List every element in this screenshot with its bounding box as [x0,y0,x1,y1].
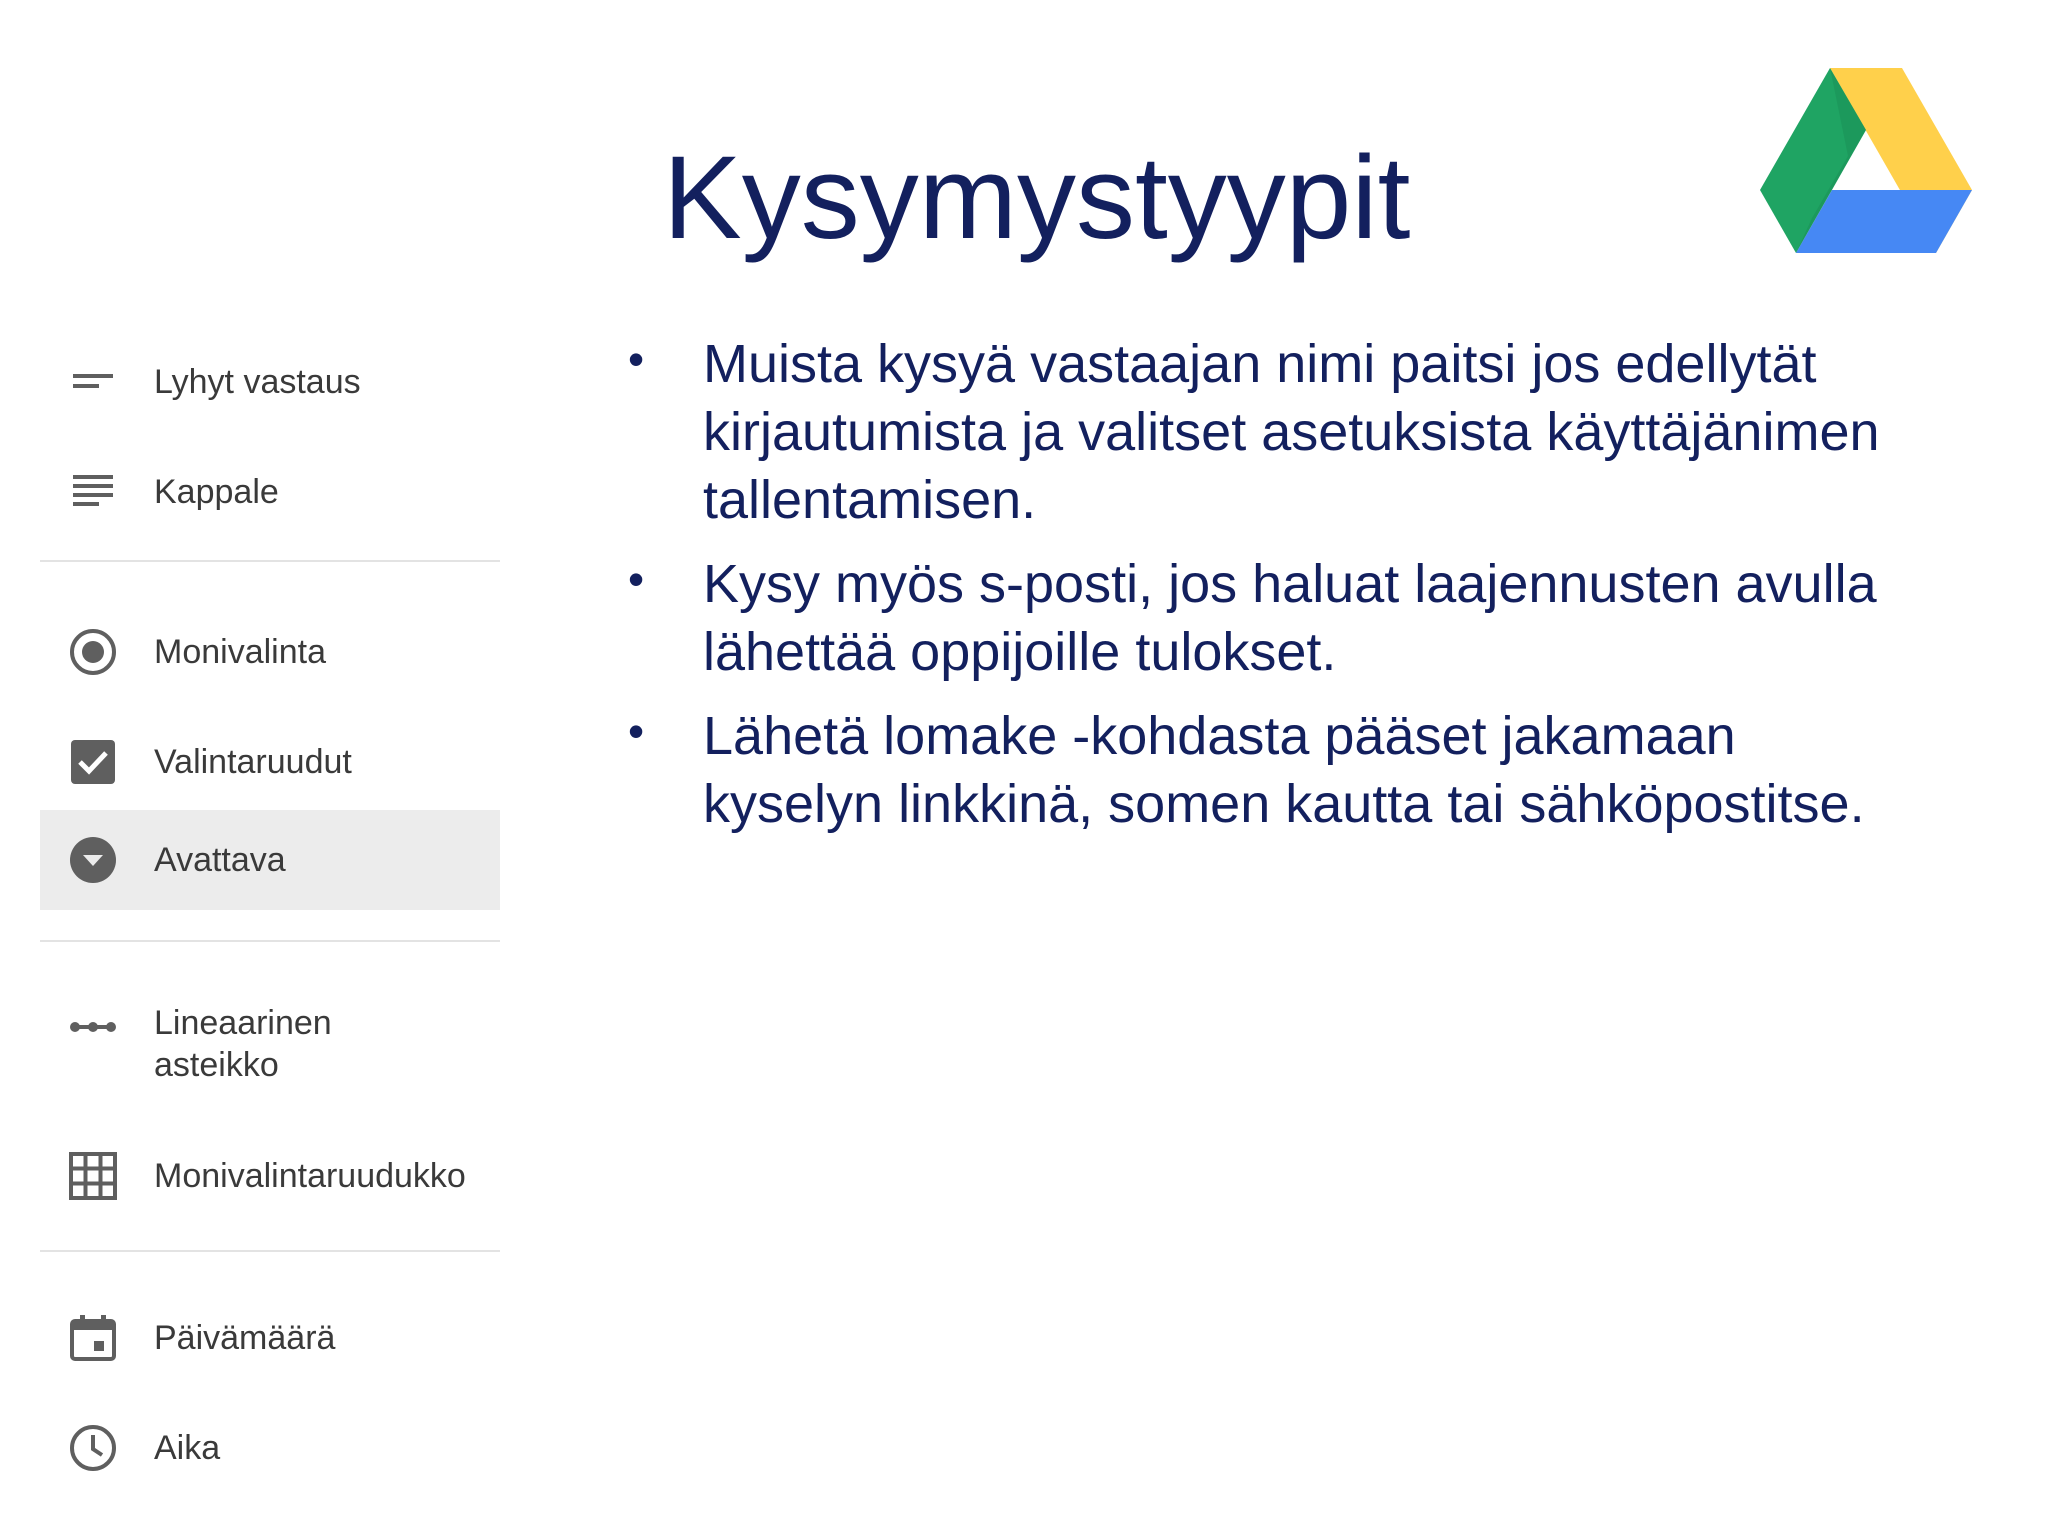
dropdown-icon [68,835,118,885]
radio-button-icon [68,627,118,677]
calendar-icon [68,1313,118,1363]
menu-divider [40,1250,500,1252]
menu-item-label: Aika [154,1429,221,1467]
menu-item-multiple-choice[interactable] [40,602,500,702]
bullet-item [620,330,1920,534]
menu-item-short-answer[interactable] [40,332,500,432]
google-drive-logo-icon [1760,68,1972,253]
bullet-symbol: • [628,705,645,757]
menu-item-paragraph[interactable] [40,442,500,542]
menu-item-multiple-choice-grid[interactable] [40,1126,500,1226]
bullet-text: Muista kysyä vastaajan nimi paitsi jos edellytät kirjautumista ja valitset asetuksista käyttäjänimen tallentamisen. [703,334,1880,530]
bullet-item [620,702,1920,838]
menu-item-label: Monivalintaruudukko [154,1157,466,1195]
menu-divider [40,560,500,562]
slide-title: Kysymystyypit [663,132,1411,264]
bullet-item [620,550,1920,686]
menu-divider [40,940,500,942]
menu-item-linear-scale[interactable] [40,982,500,1102]
linear-scale-icon [68,1002,118,1052]
menu-item-label: Päivämäärä [154,1319,336,1357]
bullet-list [620,330,1920,854]
bullet-symbol: • [628,553,645,605]
paragraph-icon [68,467,118,517]
menu-item-label: Kappale [154,473,279,511]
bullet-symbol: • [628,333,645,385]
checkbox-icon [68,737,118,787]
menu-item-label: Lyhyt vastaus [154,363,361,401]
menu-item-dropdown[interactable] [40,810,500,910]
bullet-text: Kysy myös s-posti, jos haluat laajennusten avulla lähettää oppijoille tulokset. [703,554,1877,682]
menu-item-label: Lineaarinen asteikko [154,1004,332,1084]
menu-item-checkboxes[interactable] [40,712,500,812]
menu-item-label: Avattava [154,841,286,879]
menu-item-label: Valintaruudut [154,743,352,781]
short-answer-icon [68,357,118,407]
menu-item-time[interactable] [40,1398,500,1498]
grid-icon [68,1151,118,1201]
bullet-text: Lähetä lomake -kohdasta pääset jakamaan kyselyn linkkinä, somen kautta tai sähköpostitse. [703,706,1865,834]
clock-icon [68,1423,118,1473]
menu-item-date[interactable] [40,1288,500,1388]
question-type-menu [40,318,500,1518]
menu-item-label: Monivalinta [154,633,326,671]
